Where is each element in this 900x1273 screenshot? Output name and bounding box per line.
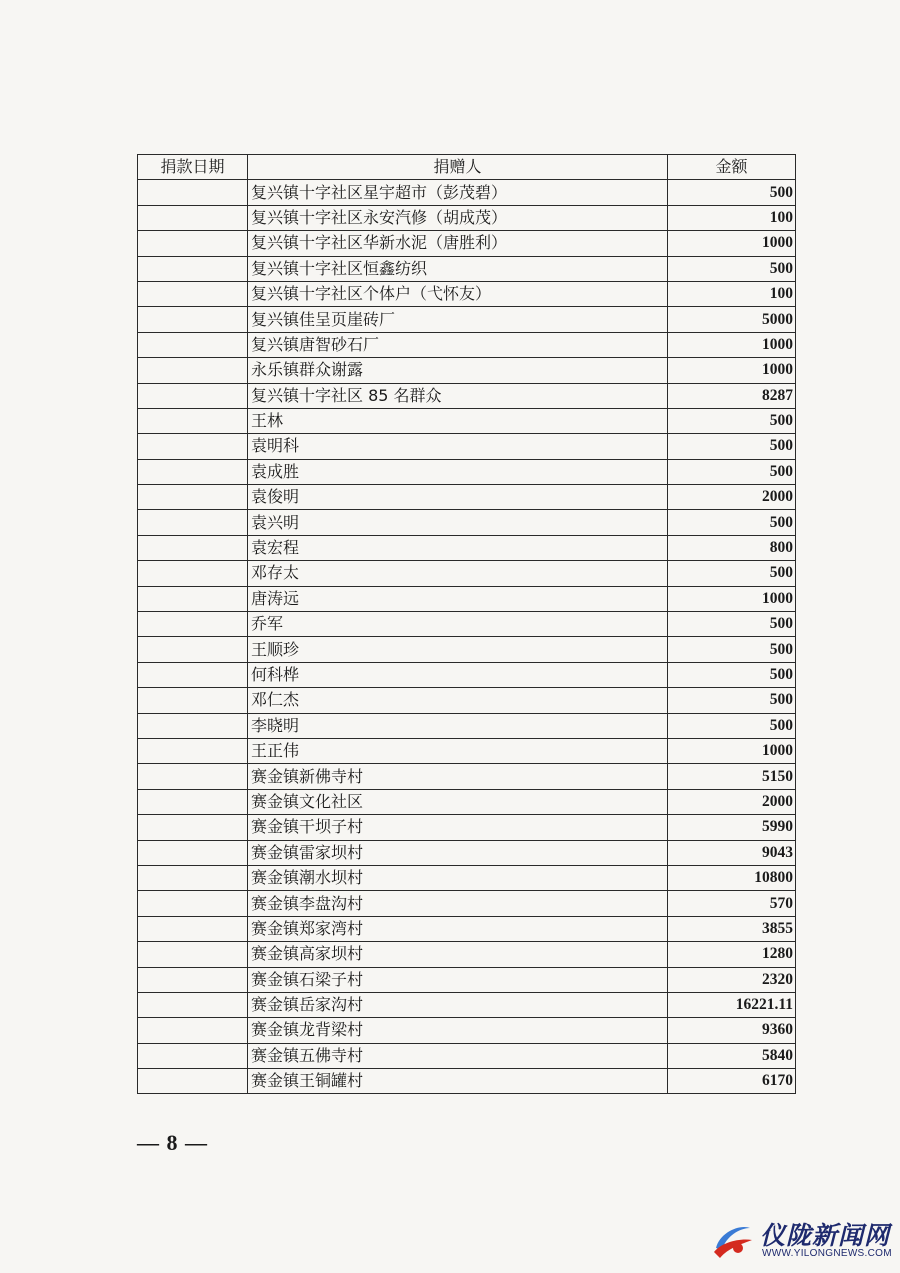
table-row	[138, 891, 796, 916]
amount-cell: 3855	[668, 916, 796, 941]
amount-cell: 5840	[668, 1043, 796, 1068]
date-cell	[138, 1069, 248, 1094]
donor-cell: 袁成胜	[248, 459, 668, 484]
date-cell	[138, 738, 248, 763]
amount-cell: 6170	[668, 1069, 796, 1094]
header-amount: 金额	[668, 155, 796, 180]
amount-cell: 500	[668, 637, 796, 662]
amount-cell: 10800	[668, 865, 796, 890]
donor-cell: 赛金镇文化社区	[248, 789, 668, 814]
date-cell	[138, 561, 248, 586]
table-row	[138, 612, 796, 637]
page-number: — 8 —	[137, 1130, 208, 1155]
date-cell	[138, 231, 248, 256]
amount-cell: 8287	[668, 383, 796, 408]
table-row	[138, 459, 796, 484]
amount-cell: 5000	[668, 307, 796, 332]
date-cell	[138, 358, 248, 383]
amount-cell: 1000	[668, 332, 796, 357]
table-row	[138, 408, 796, 433]
table-row	[138, 561, 796, 586]
table-row	[138, 434, 796, 459]
donor-cell: 复兴镇十字社区恒鑫纺织	[248, 256, 668, 281]
table-row	[138, 1018, 796, 1043]
donor-cell: 李晓明	[248, 713, 668, 738]
table-row	[138, 281, 796, 306]
amount-cell: 100	[668, 281, 796, 306]
table-row	[138, 815, 796, 840]
donor-cell: 复兴镇十字社区永安汽修（胡成茂）	[248, 205, 668, 230]
table-row	[138, 688, 796, 713]
amount-cell: 1000	[668, 738, 796, 763]
date-cell	[138, 485, 248, 510]
table-row	[138, 789, 796, 814]
donor-cell: 袁俊明	[248, 485, 668, 510]
donor-cell: 复兴镇唐智砂石厂	[248, 332, 668, 357]
table-row	[138, 764, 796, 789]
donation-table	[137, 154, 796, 1094]
donor-cell: 复兴镇佳呈页崖砖厂	[248, 307, 668, 332]
table-row	[138, 358, 796, 383]
date-cell	[138, 916, 248, 941]
table-row	[138, 637, 796, 662]
amount-cell: 500	[668, 459, 796, 484]
table-header-row	[138, 155, 796, 180]
table-row	[138, 1069, 796, 1094]
amount-cell: 500	[668, 612, 796, 637]
amount-cell: 500	[668, 561, 796, 586]
donor-cell: 何科桦	[248, 662, 668, 687]
watermark-title: 仪陇新闻网	[760, 1221, 891, 1250]
date-cell	[138, 789, 248, 814]
amount-cell: 1000	[668, 586, 796, 611]
donor-cell: 赛金镇岳家沟村	[248, 992, 668, 1017]
amount-cell: 800	[668, 535, 796, 560]
donor-cell: 赛金镇王铜罐村	[248, 1069, 668, 1094]
table-row	[138, 916, 796, 941]
amount-cell: 9043	[668, 840, 796, 865]
donor-cell: 赛金镇潮水坝村	[248, 865, 668, 890]
table-row	[138, 332, 796, 357]
date-cell	[138, 434, 248, 459]
donor-cell: 赛金镇五佛寺村	[248, 1043, 668, 1068]
header-donor: 捐赠人	[248, 155, 668, 180]
amount-cell: 2320	[668, 967, 796, 992]
date-cell	[138, 764, 248, 789]
table-row	[138, 231, 796, 256]
table-row	[138, 307, 796, 332]
amount-cell: 2000	[668, 789, 796, 814]
amount-cell: 570	[668, 891, 796, 916]
donor-cell: 王林	[248, 408, 668, 433]
donor-cell: 袁明科	[248, 434, 668, 459]
date-cell	[138, 1043, 248, 1068]
amount-cell: 500	[668, 713, 796, 738]
date-cell	[138, 942, 248, 967]
table-row	[138, 840, 796, 865]
amount-cell: 1280	[668, 942, 796, 967]
table-row	[138, 535, 796, 560]
amount-cell: 500	[668, 688, 796, 713]
table-row	[138, 1043, 796, 1068]
donor-cell: 邓存太	[248, 561, 668, 586]
date-cell	[138, 688, 248, 713]
amount-cell: 1000	[668, 231, 796, 256]
date-cell	[138, 891, 248, 916]
amount-cell: 16221.11	[668, 992, 796, 1017]
donor-cell: 赛金镇石梁子村	[248, 967, 668, 992]
amount-cell: 500	[668, 510, 796, 535]
table-row	[138, 205, 796, 230]
donor-cell: 邓仁杰	[248, 688, 668, 713]
amount-cell: 500	[668, 408, 796, 433]
watermark	[710, 1216, 895, 1268]
donor-cell: 复兴镇十字社区华新水泥（唐胜利）	[248, 231, 668, 256]
table-row	[138, 942, 796, 967]
date-cell	[138, 992, 248, 1017]
amount-cell: 500	[668, 434, 796, 459]
amount-cell: 5990	[668, 815, 796, 840]
donor-cell: 王正伟	[248, 738, 668, 763]
amount-cell: 5150	[668, 764, 796, 789]
date-cell	[138, 713, 248, 738]
date-cell	[138, 510, 248, 535]
donor-cell: 唐涛远	[248, 586, 668, 611]
date-cell	[138, 586, 248, 611]
donor-cell: 王顺珍	[248, 637, 668, 662]
donor-cell: 复兴镇十字社区个体户（弋怀友）	[248, 281, 668, 306]
date-cell	[138, 332, 248, 357]
donation-table-container	[137, 154, 795, 1094]
amount-cell: 1000	[668, 358, 796, 383]
donor-cell: 赛金镇干坝子村	[248, 815, 668, 840]
table-row	[138, 713, 796, 738]
amount-cell: 2000	[668, 485, 796, 510]
date-cell	[138, 865, 248, 890]
donor-cell: 赛金镇李盘沟村	[248, 891, 668, 916]
date-cell	[138, 205, 248, 230]
table-body	[138, 180, 796, 1094]
date-cell	[138, 535, 248, 560]
donor-cell: 袁兴明	[248, 510, 668, 535]
donor-cell: 乔军	[248, 612, 668, 637]
date-cell	[138, 383, 248, 408]
table-row	[138, 383, 796, 408]
donor-cell: 袁宏程	[248, 535, 668, 560]
date-cell	[138, 612, 248, 637]
amount-cell: 500	[668, 180, 796, 205]
table-row	[138, 967, 796, 992]
donor-cell: 赛金镇新佛寺村	[248, 764, 668, 789]
donor-cell: 赛金镇雷家坝村	[248, 840, 668, 865]
donor-cell: 赛金镇高家坝村	[248, 942, 668, 967]
donor-cell: 赛金镇龙背梁村	[248, 1018, 668, 1043]
date-cell	[138, 662, 248, 687]
date-cell	[138, 180, 248, 205]
table-row	[138, 586, 796, 611]
date-cell	[138, 815, 248, 840]
date-cell	[138, 408, 248, 433]
watermark-url: WWW.YILONGNEWS.COM	[762, 1248, 892, 1259]
date-cell	[138, 1018, 248, 1043]
table-row	[138, 865, 796, 890]
table-row	[138, 510, 796, 535]
table-row	[138, 180, 796, 205]
date-cell	[138, 967, 248, 992]
date-cell	[138, 256, 248, 281]
donor-cell: 复兴镇十字社区 85 名群众	[248, 383, 668, 408]
date-cell	[138, 281, 248, 306]
table-row	[138, 662, 796, 687]
table-row	[138, 485, 796, 510]
donor-cell: 永乐镇群众谢露	[248, 358, 668, 383]
date-cell	[138, 459, 248, 484]
table-row	[138, 256, 796, 281]
amount-cell: 9360	[668, 1018, 796, 1043]
header-date: 捐款日期	[138, 155, 248, 180]
amount-cell: 500	[668, 662, 796, 687]
date-cell	[138, 637, 248, 662]
amount-cell: 100	[668, 205, 796, 230]
swoosh-logo-icon	[710, 1218, 754, 1262]
amount-cell: 500	[668, 256, 796, 281]
date-cell	[138, 307, 248, 332]
donor-cell: 复兴镇十字社区星宇超市（彭茂碧）	[248, 180, 668, 205]
date-cell	[138, 840, 248, 865]
table-row	[138, 992, 796, 1017]
donor-cell: 赛金镇郑家湾村	[248, 916, 668, 941]
table-row	[138, 738, 796, 763]
